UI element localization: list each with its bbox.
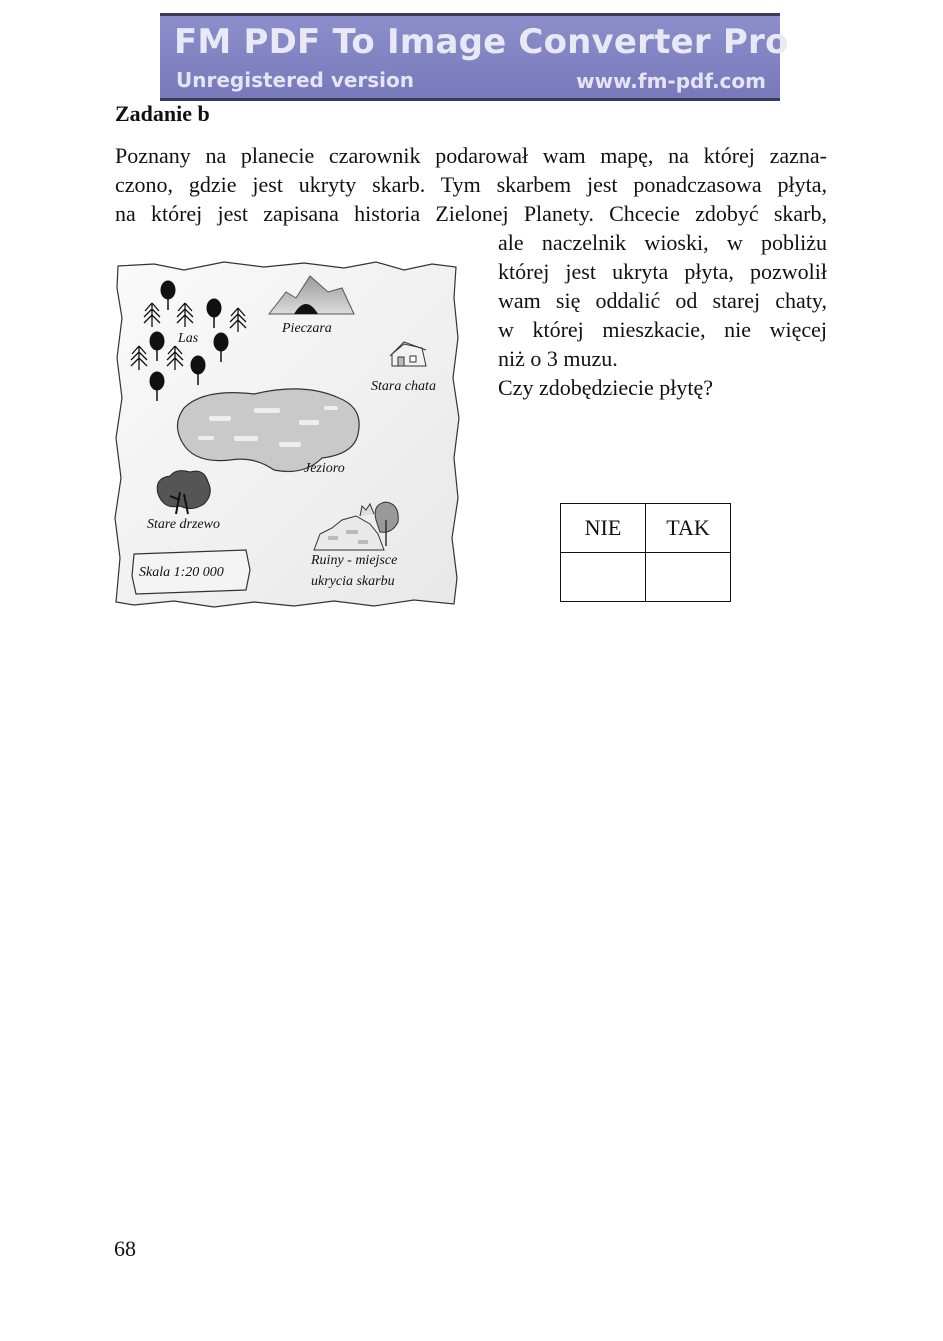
paragraph-line: w której mieszkacie, nie więcej — [498, 317, 827, 342]
banner-title: FM PDF To Image Converter Pro — [174, 22, 789, 62]
label-old-tree: Stare drzewo — [147, 517, 220, 532]
answer-cell-no[interactable] — [561, 553, 646, 602]
paragraph-line: Poznany na planecie czarownik podarował wam mapę, na której zazna- — [115, 143, 827, 168]
question-text: Czy zdobędziecie płytę? — [498, 375, 714, 400]
banner-subtitle: Unregistered version — [176, 68, 415, 92]
paragraph-line: czono, gdzie jest ukryty skarb. Tym skarbem jest ponadczasowa płyta, — [115, 172, 827, 197]
label-scale: Skala 1:20 000 — [139, 565, 224, 580]
page-number: 68 — [114, 1236, 136, 1261]
paragraph-line: wam się oddalić od starej chaty, — [498, 288, 827, 313]
watermark-banner — [160, 13, 789, 101]
header-no: NIE — [561, 504, 646, 553]
paragraph-line: ale naczelnik wioski, w pobliżu — [498, 230, 827, 255]
answer-cell-yes[interactable] — [646, 553, 731, 602]
task-heading: Zadanie b — [115, 101, 210, 126]
answer-table — [560, 503, 731, 602]
paragraph-line: której jest ukryta płyta, pozwolił — [498, 259, 827, 284]
label-forest: Las — [178, 331, 199, 346]
banner-url: www.fm-pdf.com — [576, 69, 766, 93]
label-lake: Jezioro — [304, 461, 345, 476]
label-old-hut: Stara chata — [371, 379, 436, 394]
label-ruins-1: Ruiny - miejsce — [311, 553, 398, 568]
label-ruins-2: ukrycia skarbu — [311, 574, 395, 589]
label-cave: Pieczara — [282, 321, 332, 336]
paragraph-line: na której jest zapisana historia Zielonej Planety. Chcecie zdobyć skarb, — [115, 201, 827, 226]
treasure-map — [114, 258, 460, 608]
paragraph-line: niż o 3 muzu. — [498, 346, 618, 371]
header-yes: TAK — [646, 504, 731, 553]
